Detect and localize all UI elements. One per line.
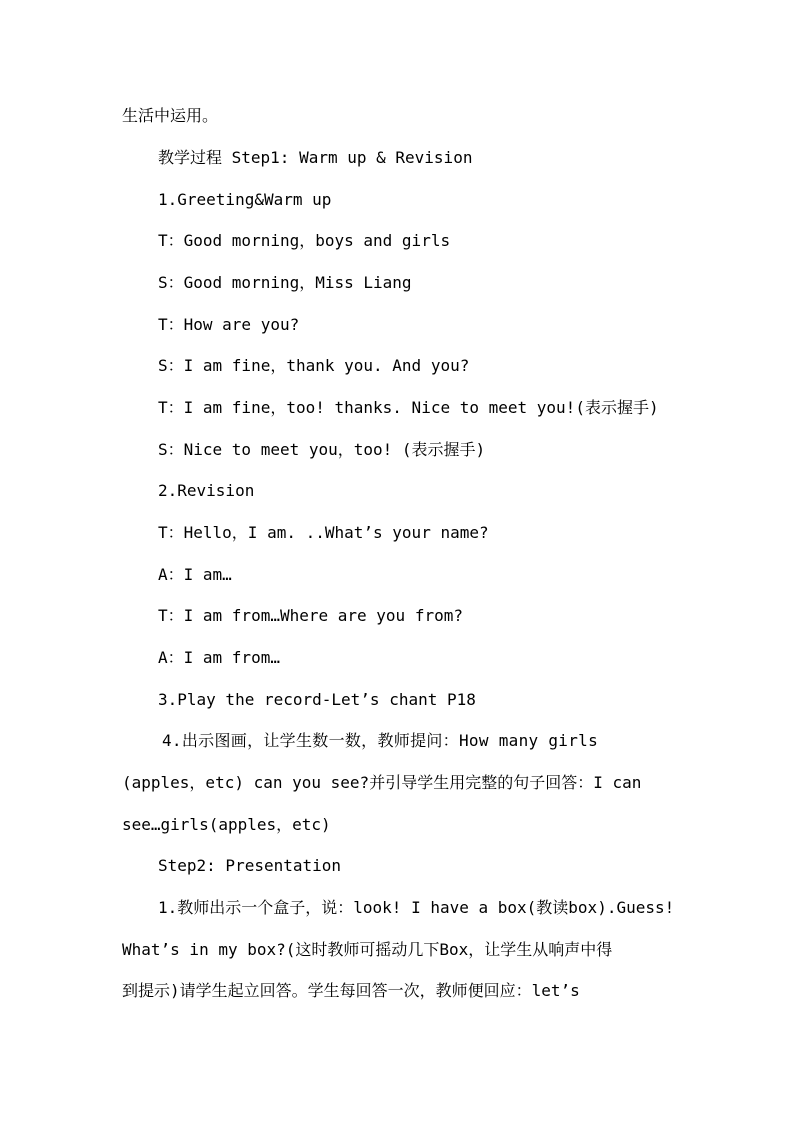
paragraph-line: see…girls(apples，etc) xyxy=(122,815,331,834)
section-heading: Step2: Presentation xyxy=(158,856,342,875)
dialogue-line: A：I am from… xyxy=(158,648,280,667)
dialogue-line: A：I am… xyxy=(158,565,232,584)
dialogue-line: T：I am fine，too! thanks. Nice to meet you!(表示握手) xyxy=(158,398,659,417)
dialogue-line: S：I am fine，thank you. And you? xyxy=(158,356,470,375)
paragraph-line: 1.教师出示一个盒子，说：look! I have a box(教读box).Guess! xyxy=(158,898,675,917)
paragraph-line: 到提示)请学生起立回答。学生每回答一次，教师便回应：let’s xyxy=(122,981,580,1000)
text-line: 2.Revision xyxy=(158,481,255,500)
text-line: 3.Play the record-Let’s chant P18 xyxy=(158,690,476,709)
paragraph-line: What’s in my box?(这时教师可摇动几下Box，让学生从响声中得 xyxy=(122,940,613,959)
dialogue-line: T：Hello，I am. ..What’s your name? xyxy=(158,523,489,542)
dialogue-line: T：Good morning，boys and girls xyxy=(158,231,451,250)
section-heading: 教学过程 Step1: Warm up & Revision xyxy=(158,148,473,167)
dialogue-line: T：I am from…Where are you from? xyxy=(158,606,463,625)
paragraph-line: (apples，etc) can you see?并引导学生用完整的句子回答：I can xyxy=(122,773,642,792)
paragraph-line: 4.出示图画，让学生数一数，教师提问：How many girls xyxy=(162,731,599,750)
dialogue-line: T：How are you? xyxy=(158,315,300,334)
text-line: 1.Greeting&Warm up xyxy=(158,190,332,209)
dialogue-line: S：Nice to meet you，too! (表示握手) xyxy=(158,440,486,459)
dialogue-line: S：Good morning，Miss Liang xyxy=(158,273,412,292)
text-line: 生活中运用。 xyxy=(122,106,219,125)
